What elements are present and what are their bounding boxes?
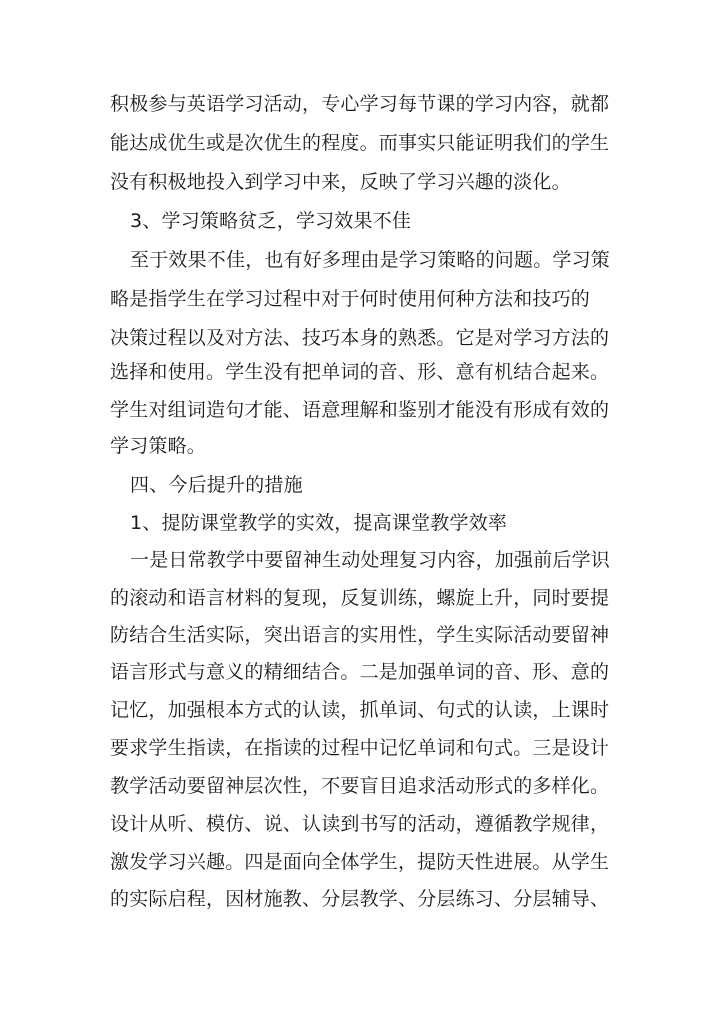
text-line-10: 学习策略。 <box>110 435 207 457</box>
text-line-17: 记忆，加强根本方式的认读，抓单词、句式的认读，上课时 <box>110 699 610 721</box>
section-heading-4: 四、今后提升的措施 <box>130 474 303 496</box>
text-line-14: 的滚动和语言材料的复现，反复训练，螺旋上升，同时要提 <box>110 587 610 609</box>
text-line-18: 要求学生指读，在指读的过程中记忆单词和句式。三是设计 <box>110 737 610 759</box>
text-line-21: 激发学习兴趣。四是面向全体学生，提防天性进展。从学生 <box>110 851 610 873</box>
text-line-8: 选择和使用。学生没有把单词的音、形、意有机结合起来。 <box>110 361 610 383</box>
text-line-6: 略是指学生在学习过程中对于何时使用何种方法和技巧的 <box>110 288 591 310</box>
text-line-19: 教学活动要留神层次性，不要盲目追求活动形式的多样化。 <box>110 775 610 797</box>
text-line-16: 语言形式与意义的精细结合。二是加强单词的音、形、意的 <box>110 661 610 683</box>
text-line-20: 设计从听、模仿、说、认读到书写的活动，遵循教学规律， <box>110 813 610 835</box>
text-line-9: 学生对组词造句才能、语意理解和鉴别才能没有形成有效的 <box>110 399 610 421</box>
text-line-5: 至于效果不佳，也有好多理由是学习策略的问题。学习策 <box>130 249 611 271</box>
text-line-1: 积极参与英语学习活动，专心学习每节课的学习内容，就都 <box>110 93 610 115</box>
section-heading-3: 3、学习策略贫乏，学习效果不佳 <box>130 210 412 232</box>
text-line-7: 决策过程以及对方法、技巧本身的熟悉。它是对学习方法的 <box>110 327 610 349</box>
subsection-heading-1: 1、提防课堂教学的实效，提高课堂教学效率 <box>130 512 508 534</box>
text-line-13: 一是日常教学中要留神生动处理复习内容，加强前后学识 <box>130 549 611 571</box>
text-line-2: 能达成优生或是次优生的程度。而事实只能证明我们的学生 <box>110 132 610 154</box>
text-line-3: 没有积极地投入到学习中来，反映了学习兴趣的淡化。 <box>110 171 571 193</box>
text-line-22: 的实际启程，因材施教、分层教学、分层练习、分层辅导、 <box>110 888 610 910</box>
text-line-15: 防结合生活实际，突出语言的实用性，学生实际活动要留神 <box>110 624 610 646</box>
